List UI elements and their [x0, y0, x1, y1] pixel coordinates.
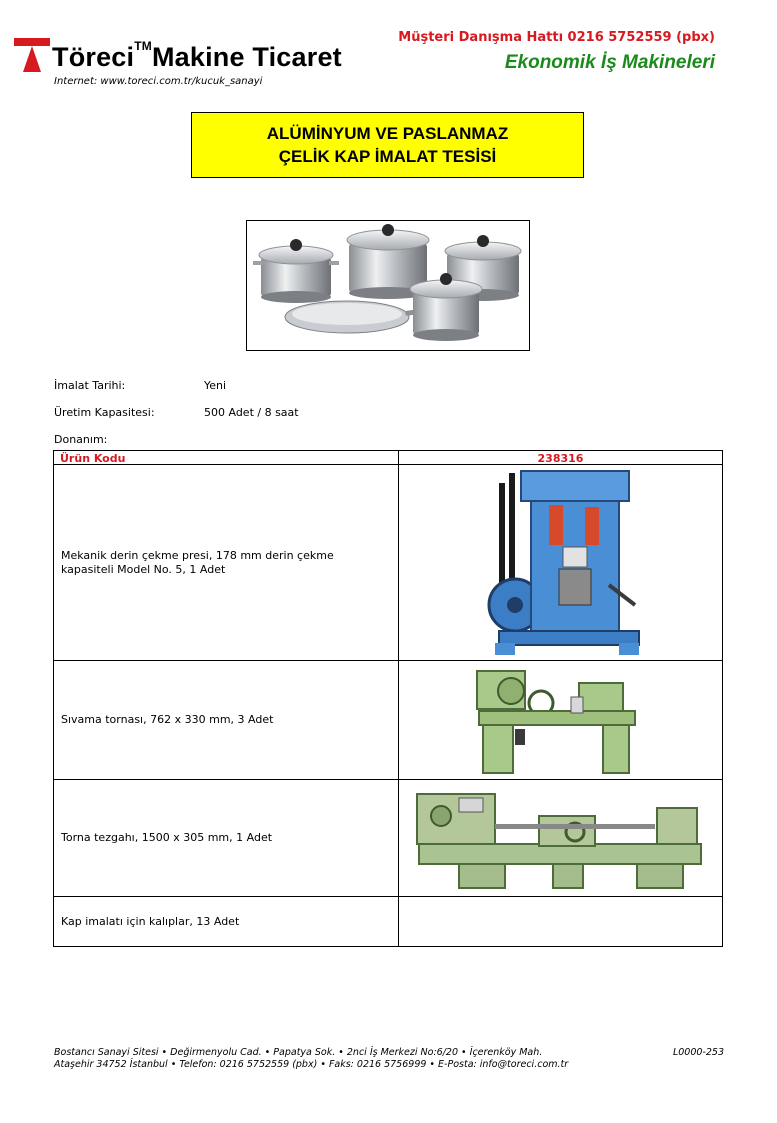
capacity-label: Üretim Kapasitesi: — [54, 406, 155, 419]
footer — [54, 1047, 724, 1071]
table-row — [54, 897, 722, 946]
footer-address-line-1: Bostancı Sanayi Sitesi • Değirmenyolu Cad. • Papatya Sok. • 2nci İş Merkezi No:6/20 • İçerenköy Mah. — [54, 1047, 543, 1058]
product-code-label: Ürün Kodu — [60, 452, 126, 465]
tagline: Ekonomik İş Makineleri — [504, 52, 715, 73]
manufacture-date-label: İmalat Tarihi: — [54, 379, 126, 392]
footer-address-line-2: Ataşehir 34752 İstanbul • Telefon: 0216 5752559 (pbx) • Faks: 0216 5756999 • E-Posta: info@toreci.com.tr — [54, 1059, 569, 1070]
company-name: Töreci™Makine Ticaret — [52, 39, 342, 72]
product-code-value: 238316 — [537, 452, 584, 464]
internet-address: Internet: www.toreci.com.tr/kucuk_sanayi — [54, 76, 263, 87]
table-row — [54, 780, 722, 897]
trademark-mark: TM — [134, 39, 152, 53]
manufacture-date-value: Yeni — [204, 379, 227, 392]
document-code: L0000-253 — [672, 1047, 724, 1058]
empty-image-cell — [399, 897, 722, 946]
deep-drawing-press-image — [399, 465, 722, 660]
spinning-lathe-image — [399, 661, 722, 779]
equipment-description: Mekanik derin çekme presi, 178 mm derin çekme kapasiteli Model No. 5, 1 Adet — [61, 548, 334, 576]
table-row — [54, 661, 722, 780]
equipment-description: Kap imalatı için kalıplar, 13 Adet — [61, 914, 240, 928]
equipment-label: Donanım: — [54, 433, 108, 446]
title-line-1: ALÜMİNYUM VE PASLANMAZ — [266, 124, 509, 143]
customer-hotline: Müşteri Danışma Hattı 0216 5752559 (pbx) — [398, 30, 715, 45]
equipment-table — [53, 450, 723, 947]
page-title — [191, 112, 584, 178]
capacity-value: 500 Adet / 8 saat — [204, 406, 299, 419]
table-header-row — [54, 451, 722, 465]
title-line-2: ÇELİK KAP İMALAT TESİSİ — [278, 147, 497, 166]
company-logo-icon — [14, 38, 50, 72]
equipment-description: Sıvama tornası, 762 x 330 mm, 3 Adet — [61, 713, 274, 726]
cookware-image — [246, 220, 530, 351]
equipment-description: Torna tezgahı, 1500 x 305 mm, 1 Adet — [61, 831, 273, 844]
table-row — [54, 465, 722, 661]
lathe-machine-image — [399, 780, 722, 896]
